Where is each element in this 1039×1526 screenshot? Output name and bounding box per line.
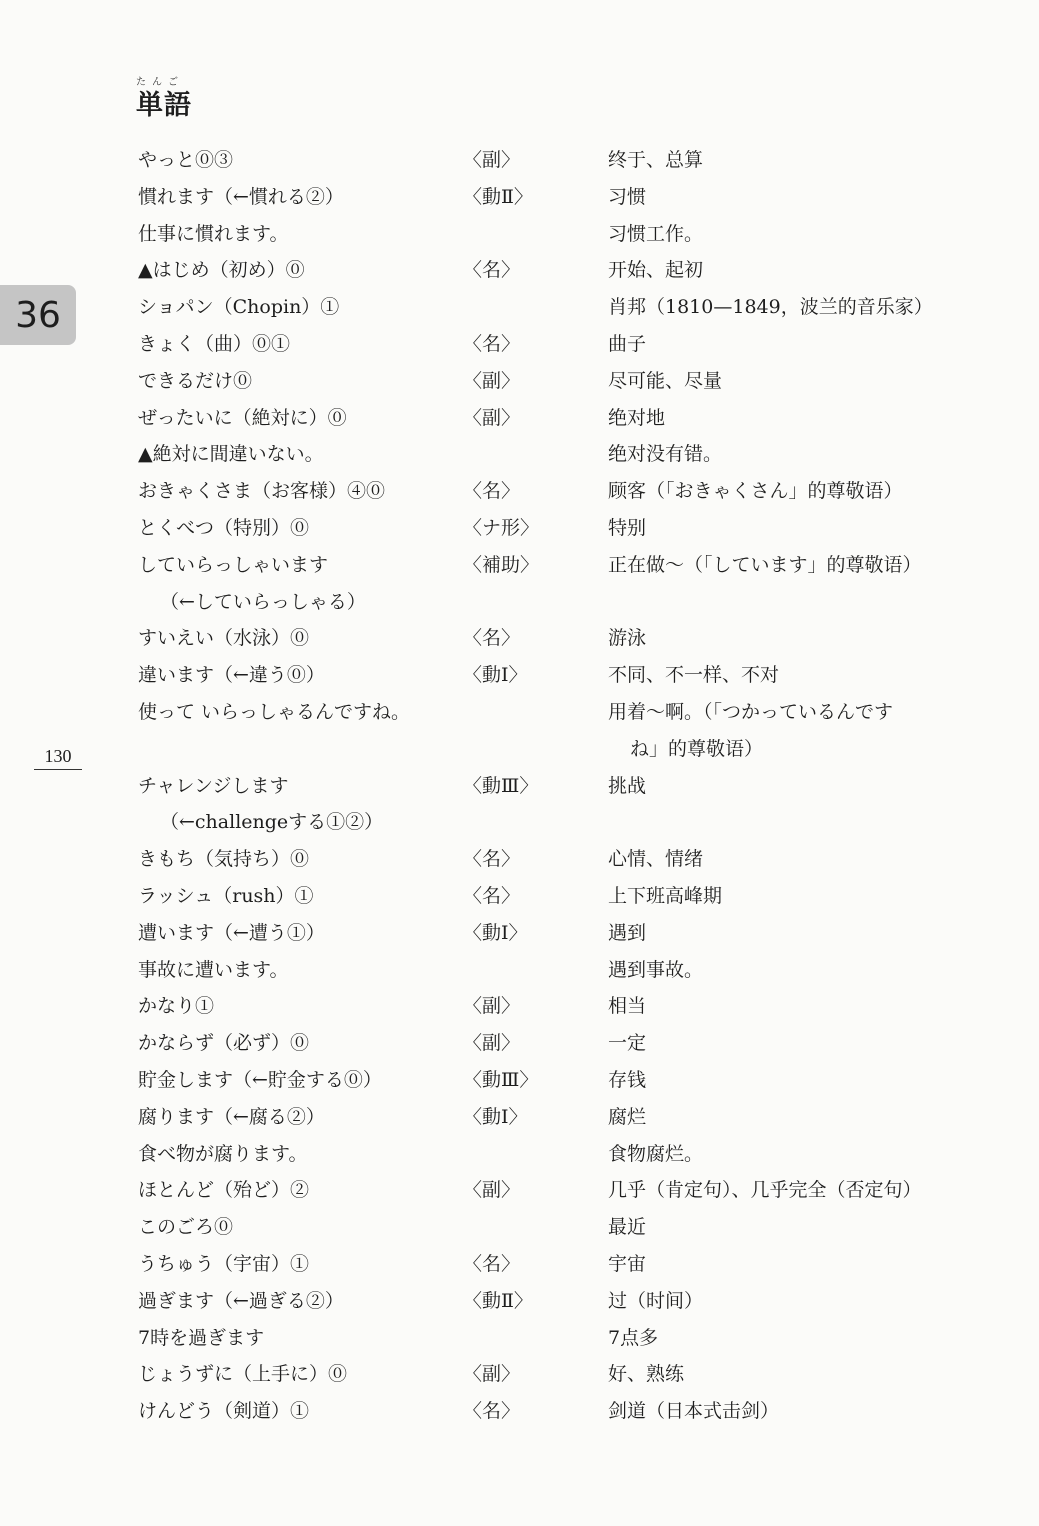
vocab-part-of-speech: 〈名〉 — [463, 1252, 521, 1275]
vocab-part-of-speech: 〈動Ⅰ〉 — [463, 921, 528, 944]
vocab-word: このごろ⓪ — [138, 1216, 234, 1239]
vocab-row — [138, 1320, 998, 1357]
vocab-meaning: 一定 — [608, 1032, 647, 1055]
vocab-meaning: 习惯 — [608, 185, 647, 208]
vocab-row — [138, 1246, 998, 1283]
vocab-word: 7時を過ぎます — [138, 1326, 265, 1349]
vocab-word: ぜったいに（絶対に）⓪ — [138, 406, 347, 429]
heading-ruby: たんご — [136, 77, 184, 88]
vocab-part-of-speech: 〈名〉 — [463, 480, 521, 503]
vocab-word: ほとんど（殆ど）② — [138, 1179, 310, 1202]
vocab-part-of-speech: 〈副〉 — [463, 1179, 521, 1202]
vocab-word: すいえい（水泳）⓪ — [138, 627, 310, 650]
vocab-row — [138, 252, 998, 289]
vocab-word: きょく（曲）⓪① — [138, 332, 291, 355]
vocab-meaning: 曲子 — [608, 332, 647, 355]
vocab-word: かなり① — [138, 995, 215, 1018]
vocab-row — [138, 1062, 998, 1099]
vocab-row — [138, 915, 998, 952]
vocab-meaning: 终于、总算 — [608, 149, 704, 171]
vocab-part-of-speech: 〈副〉 — [463, 369, 521, 392]
vocab-meaning: 腐烂 — [608, 1105, 647, 1128]
vocab-word: ▲絶対に間違いない。 — [138, 443, 324, 466]
vocab-meaning: 宇宙 — [608, 1252, 647, 1275]
vocab-meaning: 7点多 — [608, 1326, 659, 1349]
vocab-part-of-speech: 〈動Ⅰ〉 — [463, 1105, 528, 1128]
vocab-row — [138, 510, 998, 547]
page-title: 単語 — [136, 90, 192, 121]
page-number: 130 — [34, 743, 82, 770]
vocab-part-of-speech: 〈副〉 — [463, 406, 521, 429]
vocab-word: やっと⓪③ — [138, 149, 234, 171]
vocab-meaning: 特别 — [608, 516, 647, 539]
vocab-word: 遭います（←遭う①） — [138, 921, 325, 944]
vocab-row — [138, 988, 998, 1025]
vocab-part-of-speech: 〈名〉 — [463, 259, 521, 282]
vocab-meaning: 游泳 — [608, 627, 647, 650]
vocab-word: おきゃくさま（お客様）④⓪ — [138, 480, 386, 503]
vocab-meaning: 剑道（日本式击剑） — [608, 1400, 780, 1423]
vocab-word: ショパン（Chopin）① — [138, 296, 340, 319]
vocab-word: 過ぎます（←過ぎる②） — [138, 1289, 344, 1312]
vocab-row — [138, 878, 998, 915]
vocab-part-of-speech: 〈名〉 — [463, 1400, 521, 1423]
vocab-word: （←challengeする①②） — [160, 811, 384, 834]
vocab-part-of-speech: 〈動Ⅱ〉 — [463, 1289, 533, 1312]
vocab-word: ラッシュ（rush）① — [138, 884, 314, 907]
vocab-row — [138, 363, 998, 400]
vocab-meaning: 正在做～（「しています」的尊敬语） — [608, 553, 922, 576]
vocab-part-of-speech: 〈副〉 — [463, 995, 521, 1018]
section-heading — [136, 76, 192, 122]
vocab-part-of-speech: 〈副〉 — [463, 1032, 521, 1055]
vocab-row — [138, 400, 998, 437]
vocab-meaning: 绝对没有错。 — [608, 443, 723, 466]
vocab-word: 事故に遭います。 — [138, 958, 289, 981]
vocab-word: うちゅう（宇宙）① — [138, 1252, 310, 1275]
vocab-word: 腐ります（←腐る②） — [138, 1105, 325, 1128]
vocab-part-of-speech: 〈名〉 — [463, 884, 521, 907]
vocab-row — [138, 1209, 998, 1246]
vocab-word: けんどう（剣道）① — [138, 1400, 310, 1423]
vocab-part-of-speech: 〈副〉 — [463, 149, 521, 171]
vocab-row — [138, 216, 998, 253]
vocab-word: とくべつ（特別）⓪ — [138, 516, 310, 539]
vocab-row — [138, 436, 998, 473]
vocab-meaning: 心情、情绪 — [608, 848, 704, 871]
vocab-meaning: 遇到 — [608, 921, 647, 944]
vocab-row — [138, 326, 998, 363]
vocab-row — [138, 1393, 998, 1430]
vocab-row — [138, 1283, 998, 1320]
vocab-part-of-speech: 〈ナ形〉 — [463, 516, 540, 539]
vocab-word: じょうずに（上手に）⓪ — [138, 1363, 348, 1386]
vocab-meaning: 过（时间） — [608, 1289, 704, 1312]
vocab-part-of-speech: 〈動Ⅱ〉 — [463, 185, 533, 208]
vocab-meaning: 上下班高峰期 — [608, 884, 723, 907]
vocab-row — [138, 473, 998, 510]
vocab-meaning: 尽可能、尽量 — [608, 369, 723, 392]
vocab-row — [138, 179, 998, 216]
vocab-word: 仕事に慣れます。 — [138, 222, 289, 245]
vocab-meaning: 习惯工作。 — [608, 222, 704, 245]
vocab-word: していらっしゃいます — [138, 553, 329, 576]
vocab-word: できるだけ⓪ — [138, 369, 253, 392]
vocab-part-of-speech: 〈名〉 — [463, 848, 521, 871]
vocab-meaning: 最近 — [608, 1216, 647, 1239]
vocab-word: きもち（気持ち）⓪ — [138, 848, 310, 871]
vocab-word: チャレンジします — [138, 774, 289, 797]
vocab-meaning: 相当 — [608, 995, 647, 1018]
vocab-part-of-speech: 〈動Ⅰ〉 — [463, 664, 528, 687]
vocab-word: 食べ物が腐ります。 — [138, 1142, 308, 1165]
vocab-row — [138, 1356, 998, 1393]
vocab-row — [138, 1099, 998, 1136]
vocab-part-of-speech: 〈名〉 — [463, 332, 521, 355]
vocab-word: 慣れます（←慣れる②） — [138, 185, 344, 208]
vocab-row — [138, 1136, 998, 1173]
vocab-meaning: 用着～啊。（「つかっているんです — [608, 700, 894, 723]
vocab-list — [138, 142, 998, 1430]
chapter-tab: 36 — [0, 285, 76, 345]
vocab-word: かならず（必ず）⓪ — [138, 1032, 310, 1055]
vocab-row — [138, 584, 998, 621]
vocab-meaning: ね」的尊敬语） — [630, 737, 764, 760]
vocab-meaning: 绝对地 — [608, 406, 666, 429]
vocab-row — [138, 731, 998, 768]
vocab-word: 貯金します（←貯金する⓪） — [138, 1068, 382, 1091]
vocab-part-of-speech: 〈補助〉 — [463, 553, 540, 576]
vocab-meaning: 挑战 — [608, 774, 647, 797]
vocab-row — [138, 694, 998, 731]
vocab-row — [138, 768, 998, 805]
vocab-meaning: 几乎（肯定句）、几乎完全（否定句） — [608, 1179, 922, 1202]
vocab-meaning: 肖邦（1810—1849，波兰的音乐家） — [608, 296, 933, 319]
vocab-row — [138, 142, 998, 179]
vocab-row — [138, 804, 998, 841]
vocab-meaning: 食物腐烂。 — [608, 1142, 704, 1165]
vocab-part-of-speech: 〈副〉 — [463, 1363, 521, 1386]
vocab-row — [138, 1025, 998, 1062]
vocab-row — [138, 841, 998, 878]
vocab-part-of-speech: 〈名〉 — [463, 627, 521, 650]
vocab-word: （←していらっしゃる） — [160, 590, 366, 613]
vocab-meaning: 不同、不一样、不对 — [608, 664, 780, 687]
vocab-row — [138, 952, 998, 989]
vocab-row — [138, 657, 998, 694]
vocab-word: ▲はじめ（初め）⓪ — [138, 259, 305, 282]
vocab-meaning: 开始、起初 — [608, 259, 704, 282]
vocab-meaning: 顾客（「おきゃくさん」的尊敬语） — [608, 480, 903, 503]
vocab-meaning: 遇到事故。 — [608, 958, 704, 981]
vocab-row — [138, 289, 998, 326]
vocab-row — [138, 547, 998, 584]
vocab-part-of-speech: 〈動Ⅲ〉 — [463, 774, 539, 797]
vocab-meaning: 存钱 — [608, 1068, 647, 1091]
vocab-word: 使って いらっしゃるんですね。 — [138, 700, 411, 723]
vocab-row — [138, 620, 998, 657]
vocab-part-of-speech: 〈動Ⅲ〉 — [463, 1068, 539, 1091]
vocab-word: 違います（←違う⓪） — [138, 664, 325, 687]
vocab-row — [138, 1172, 998, 1209]
vocab-meaning: 好、熟练 — [608, 1363, 685, 1386]
